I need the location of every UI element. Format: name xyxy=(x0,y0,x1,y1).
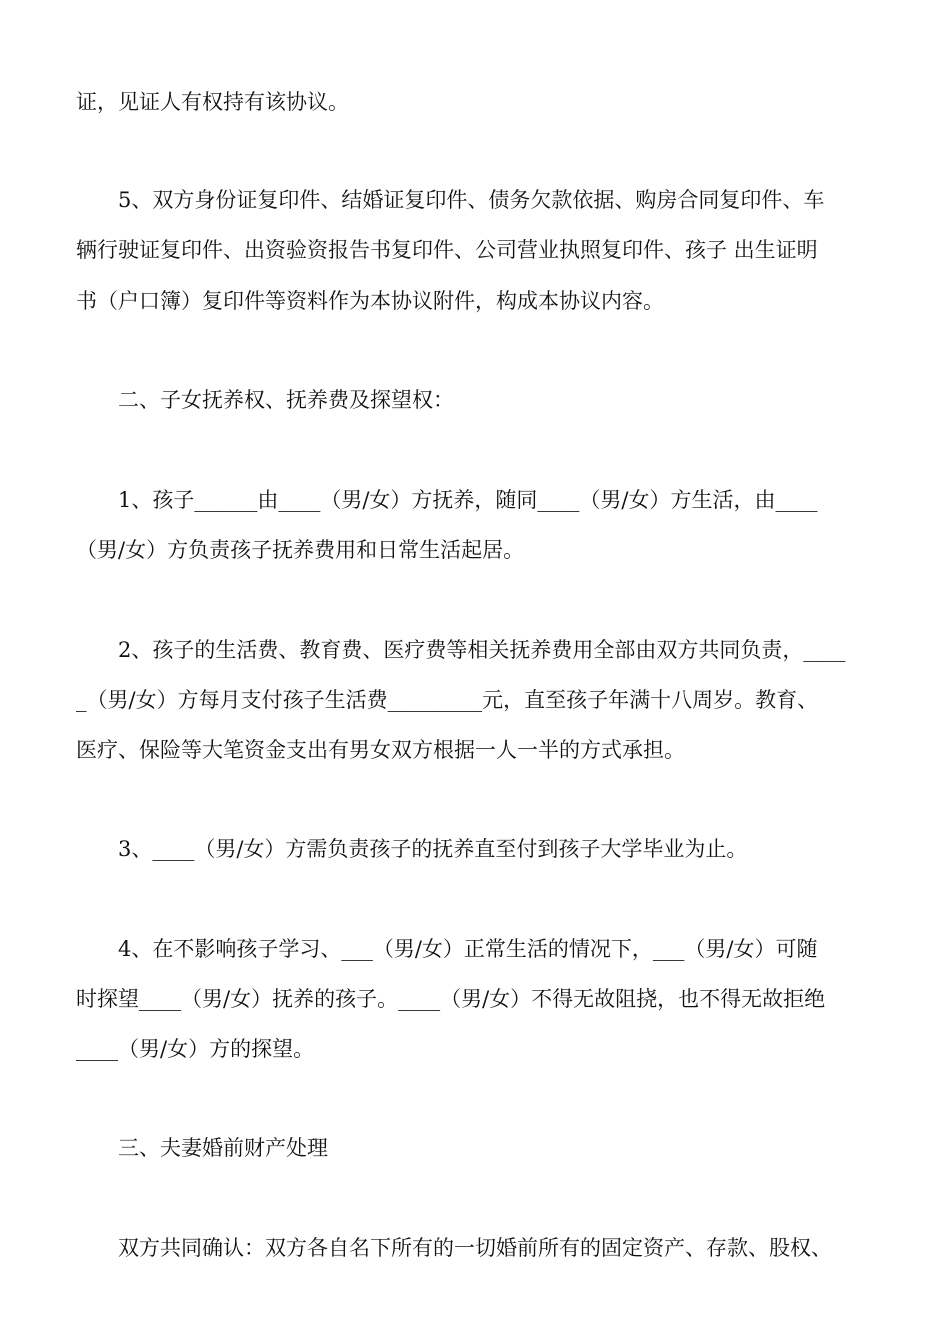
paragraph-line: 时探望____（男/女）抚养的孩子。____（男/女）不得无故阻挠，也不得无故拒绝 xyxy=(76,987,826,1011)
paragraph-line: 2、孩子的生活费、教育费、医疗费等相关抚养费用全部由双方共同负责，____ xyxy=(118,638,846,662)
paragraph-line: 证，见证人有权持有该协议。 xyxy=(76,90,349,114)
paragraph-line: _（男/女）方每月支付孩子生活费_________元，直至孩子年满十八周岁。教育、 xyxy=(76,688,819,712)
paragraph-line: 4、在不影响孩子学习、___（男/女）正常生活的情况下，___（男/女）可随 xyxy=(118,937,818,961)
paragraph-line: 医疗、保险等大笔资金支出有男女双方根据一人一半的方式承担。 xyxy=(76,738,685,762)
paragraph-line: （男/女）方负责孩子抚养费用和日常生活起居。 xyxy=(76,538,525,562)
paragraph-line: 书（户口簿）复印件等资料作为本协议附件，构成本协议内容。 xyxy=(76,289,664,313)
paragraph-line: 1、孩子______由____（男/女）方抚养，随同____（男/女）方生活，由____ xyxy=(118,488,818,512)
paragraph-line: 3、____（男/女）方需负责孩子的抚养直至付到孩子大学毕业为止。 xyxy=(118,837,748,861)
paragraph-line: ____（男/女）方的探望。 xyxy=(76,1037,315,1061)
section-heading: 三、夫妻婚前财产处理 xyxy=(118,1136,328,1160)
paragraph-line: 辆行驶证复印件、出资验资报告书复印件、公司营业执照复印件、孩子 出生证明 xyxy=(76,238,818,262)
paragraph-line: 5、双方身份证复印件、结婚证复印件、债务欠款依据、购房合同复印件、车 xyxy=(118,188,825,212)
section-heading: 二、子女抚养权、抚养费及探望权： xyxy=(118,388,454,412)
paragraph-line: 双方共同确认：双方各自名下所有的一切婚前所有的固定资产、存款、股权、 xyxy=(118,1236,832,1260)
